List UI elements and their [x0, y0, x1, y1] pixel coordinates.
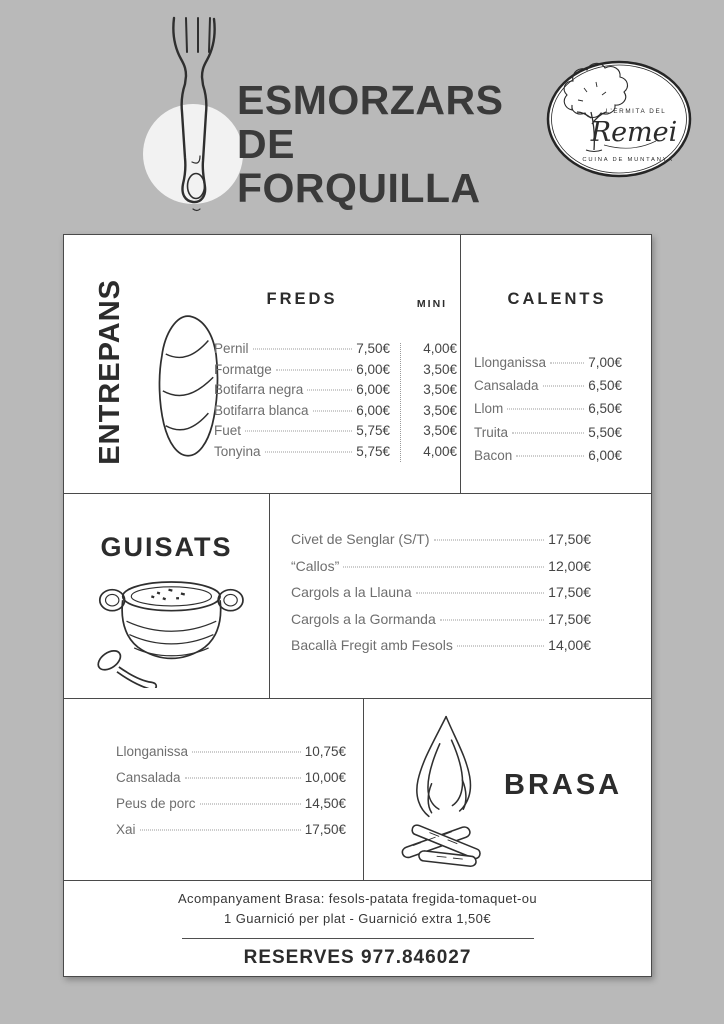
dot-leader	[307, 390, 352, 391]
dot-leader	[313, 410, 353, 411]
item-price: 6,00€	[356, 361, 390, 377]
menu-item-row	[474, 378, 622, 401]
item-name: Tonyina	[214, 443, 261, 459]
menu-item-row	[116, 822, 346, 848]
item-price: 17,50€	[304, 822, 346, 837]
menu-item-row	[291, 637, 591, 664]
dot-leader	[457, 646, 544, 647]
dot-leader	[200, 804, 301, 805]
menu-item-row	[291, 611, 591, 638]
item-name: Llonganissa	[116, 744, 189, 759]
item-price: 6,00€	[588, 447, 622, 463]
freds-column-header: FREDS	[266, 290, 338, 308]
menu-item-row	[291, 558, 591, 585]
menu-item-row	[291, 584, 591, 611]
dot-leader	[416, 593, 545, 594]
fork-icon	[150, 10, 242, 226]
item-price: 5,75€	[356, 443, 390, 459]
dot-leader	[140, 830, 301, 831]
menu-item-row	[291, 531, 591, 558]
brasa-item-list	[116, 744, 346, 848]
menu-item-row	[474, 448, 622, 471]
item-price: 5,75€	[356, 423, 390, 438]
item-name: Peus de porc	[116, 796, 196, 811]
guisats-label: GUISATS	[100, 532, 233, 562]
item-name: Formatge	[214, 361, 272, 377]
item-price: 14,00€	[548, 637, 591, 654]
mini-price: 3,50€	[423, 382, 457, 397]
item-price: 5,50€	[588, 424, 622, 440]
restaurant-logo	[544, 58, 694, 180]
mini-column-divider	[400, 343, 401, 462]
menu-item-row	[116, 770, 346, 796]
campfire-icon	[397, 713, 497, 869]
guisats-title-column	[64, 494, 269, 698]
section-brasa	[64, 699, 651, 881]
menu-item-row	[214, 362, 390, 383]
logo-name-text: Remei	[590, 117, 678, 148]
item-price: 17,50€	[548, 584, 591, 601]
item-name: Cargols a la Gormanda	[291, 610, 436, 627]
dot-leader	[512, 432, 584, 433]
section-guisats	[64, 494, 651, 699]
mini-price: 3,50€	[423, 423, 457, 438]
dot-leader	[276, 369, 352, 370]
item-price: 17,50€	[548, 531, 591, 547]
menu-item-row	[116, 744, 346, 770]
dot-leader	[516, 455, 584, 456]
freds-item-list	[214, 341, 390, 464]
dot-leader	[245, 431, 352, 432]
menu-item-row	[214, 403, 390, 424]
entrepans-label: ENTREPANS	[94, 279, 126, 465]
item-name: Pernil	[214, 341, 249, 356]
dot-leader	[253, 349, 353, 350]
item-price: 17,50€	[548, 610, 591, 627]
item-price: 14,50€	[304, 796, 346, 811]
item-name: Llom	[474, 401, 504, 417]
logo-arc-bottom-text: CUINA DE MUNTANYA	[582, 157, 674, 163]
footer-divider	[182, 938, 534, 939]
section-entrepans	[64, 235, 651, 494]
menu-item-row	[214, 382, 390, 403]
baguette-icon	[158, 311, 220, 461]
item-price: 7,50€	[356, 341, 390, 356]
menu-item-row	[474, 425, 622, 448]
item-price: 12,00€	[548, 557, 591, 574]
menu-item-row	[474, 401, 622, 424]
mini-column-header: MINI	[416, 298, 448, 310]
menu-item-row	[214, 444, 390, 465]
item-price: 6,50€	[588, 401, 622, 417]
menu-item-row	[214, 341, 390, 362]
menu-item-row	[116, 796, 346, 822]
mini-price: 3,50€	[423, 361, 457, 377]
item-name: “Callos”	[291, 557, 340, 574]
item-name: Bacallà Fregit amb Fesols	[291, 637, 453, 654]
item-price: 10,00€	[304, 770, 346, 785]
brasa-note-line2: 1 Guarnició per plat - Guarnició extra 1,50€	[224, 911, 491, 926]
mini-price-list	[407, 341, 457, 464]
dot-leader	[440, 619, 544, 620]
mini-price: 3,50€	[423, 402, 457, 418]
calents-item-list	[474, 355, 622, 471]
item-name: Cargols a la Llauna	[291, 584, 412, 601]
item-name: Cansalada	[474, 378, 539, 394]
dot-leader	[185, 778, 301, 779]
guisats-item-list	[291, 531, 591, 664]
item-price: 6,00€	[356, 382, 390, 397]
menu-panel	[63, 234, 652, 977]
dot-leader	[507, 409, 584, 410]
item-price: 6,50€	[588, 378, 622, 394]
item-price: 7,00€	[588, 355, 622, 370]
item-name: Xai	[116, 822, 136, 837]
item-name: Bacon	[474, 447, 513, 463]
mini-price: 4,00€	[423, 341, 457, 356]
dot-leader	[192, 752, 301, 753]
mini-price: 4,00€	[423, 443, 457, 459]
dot-leader	[543, 386, 585, 387]
page-title	[237, 78, 503, 210]
title-line-1: ESMORZARS	[237, 77, 504, 123]
item-price: 6,00€	[356, 402, 390, 418]
item-name: Civet de Senglar (S/T)	[291, 531, 430, 547]
calents-column-header: CALENTS	[507, 290, 607, 308]
menu-item-row	[474, 355, 622, 378]
guisats-divider	[269, 494, 270, 698]
item-name: Botifarra blanca	[214, 402, 309, 418]
title-line-2: DE	[237, 121, 295, 167]
dot-leader	[265, 451, 353, 452]
reserves-line: RESERVES 977.846027	[243, 947, 472, 968]
item-price: 10,75€	[304, 744, 346, 759]
brasa-divider	[363, 699, 364, 880]
calents-column	[460, 235, 653, 493]
dot-leader	[550, 363, 584, 364]
logo-arc-top-text: L’ERMITA DEL	[605, 108, 667, 115]
item-name: Truita	[474, 424, 509, 440]
section-footer	[64, 881, 651, 978]
dot-leader	[434, 540, 545, 541]
item-name: Botifarra negra	[214, 382, 304, 397]
brasa-label: BRASA	[504, 769, 623, 801]
brasa-note-line1: Acompanyament Brasa: fesols-patata fregida-tomaquet-ou	[177, 891, 538, 906]
item-name: Cansalada	[116, 770, 181, 785]
title-line-3: FORQUILLA	[237, 165, 481, 211]
item-name: Llonganissa	[474, 355, 547, 370]
dot-leader	[343, 566, 544, 567]
stew-pot-icon	[90, 562, 248, 688]
item-name: Fuet	[214, 423, 242, 438]
menu-item-row	[214, 423, 390, 444]
